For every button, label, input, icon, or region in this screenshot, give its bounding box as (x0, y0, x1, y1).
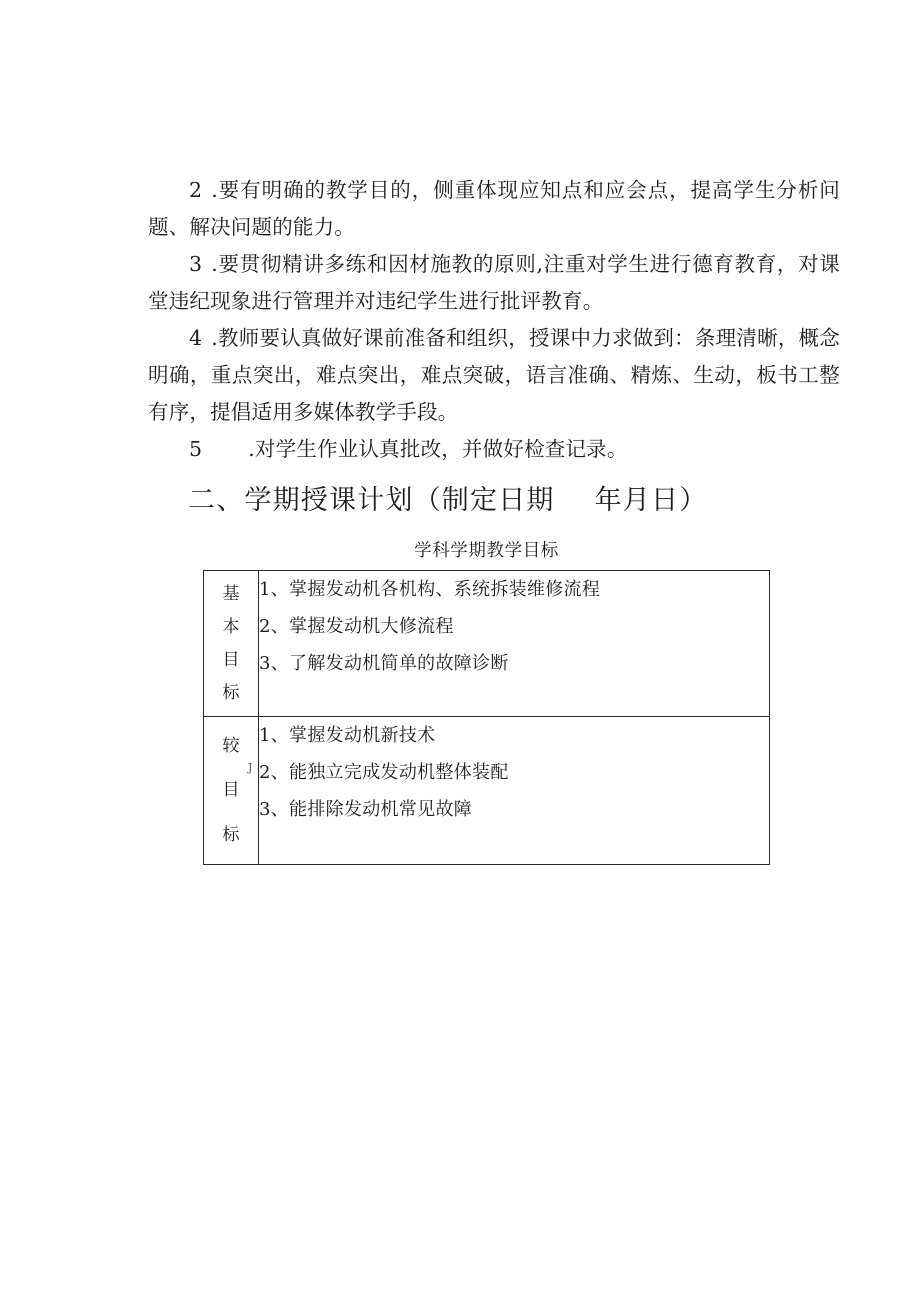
paragraph-item-3 (148, 246, 840, 320)
label-char: 较 (222, 736, 240, 757)
table-row (204, 717, 770, 865)
paragraph-text-4: .教师要认真做好课前准备和组织，授课中力求做到：条理清晰，概念明确，重点突出，难点突出，难点突破，语言准确、精炼、生动，板书工整有序，提倡适用多媒体教学手段。 (148, 326, 840, 424)
label-vertical-stack (204, 571, 258, 716)
goal-item: 3、能排除发动机常见故障 (259, 799, 473, 820)
item-number-4: 4 (189, 326, 203, 350)
label-char: 本 (222, 617, 240, 638)
row-content-advanced-goals (259, 717, 770, 865)
row-label-basic-goals (204, 571, 259, 717)
paragraph-item-5 (148, 431, 840, 468)
teaching-goals-table (203, 570, 770, 865)
paragraph-item-4 (148, 320, 840, 431)
paragraph-indent (148, 320, 211, 357)
paragraph-text-5: .对学生作业认真批改，并做好检查记录。 (248, 437, 628, 461)
paragraph-indent (148, 431, 248, 468)
row-label-advanced-goals (204, 717, 259, 865)
paragraph-text-3: .要贯彻精讲多练和因材施教的原则,注重对学生进行德育教育，对课堂违纪现象进行管理并对违纪学生进行批评教育。 (148, 252, 840, 313)
label-vertical-stack (204, 717, 258, 864)
section-heading-suffix: 年月日） (594, 485, 708, 516)
label-char: 基 (222, 584, 240, 605)
goal-item: 1、掌握发动机各机构、系统拆装维修流程 (259, 579, 601, 600)
goal-item: 2、掌握发动机大修流程 (259, 616, 454, 637)
item-number-5: 5 (189, 437, 203, 461)
paragraph-indent (148, 172, 211, 209)
item-number-3: 3 (189, 252, 203, 276)
label-char: 目 (222, 649, 240, 670)
section-heading (188, 484, 707, 518)
section-heading-prefix: 二、学期授课计划（制定日期 (188, 485, 555, 516)
row-content-basic-goals (259, 571, 770, 717)
paragraph-indent (148, 246, 211, 283)
scan-artifact-mark: J (248, 761, 253, 774)
table-title: 学科学期教学目标 (414, 541, 559, 561)
item-number-2: 2 (189, 178, 203, 202)
label-char: 目 (222, 780, 240, 801)
goal-item: 1、掌握发动机新技术 (259, 725, 436, 746)
label-char: 标 (222, 682, 240, 703)
body-text-block (148, 172, 840, 468)
paragraph-item-2 (148, 172, 840, 246)
goal-item: 2、能独立完成发动机整体装配 (259, 762, 509, 783)
goal-item: 3、了解发动机简单的故障诊断 (259, 653, 509, 674)
label-char: 标 (222, 824, 240, 845)
table-row (204, 571, 770, 717)
paragraph-text-2: .要有明确的教学目的，侧重体现应知点和应会点，提高学生分析问题、解决问题的能力。 (148, 178, 840, 239)
